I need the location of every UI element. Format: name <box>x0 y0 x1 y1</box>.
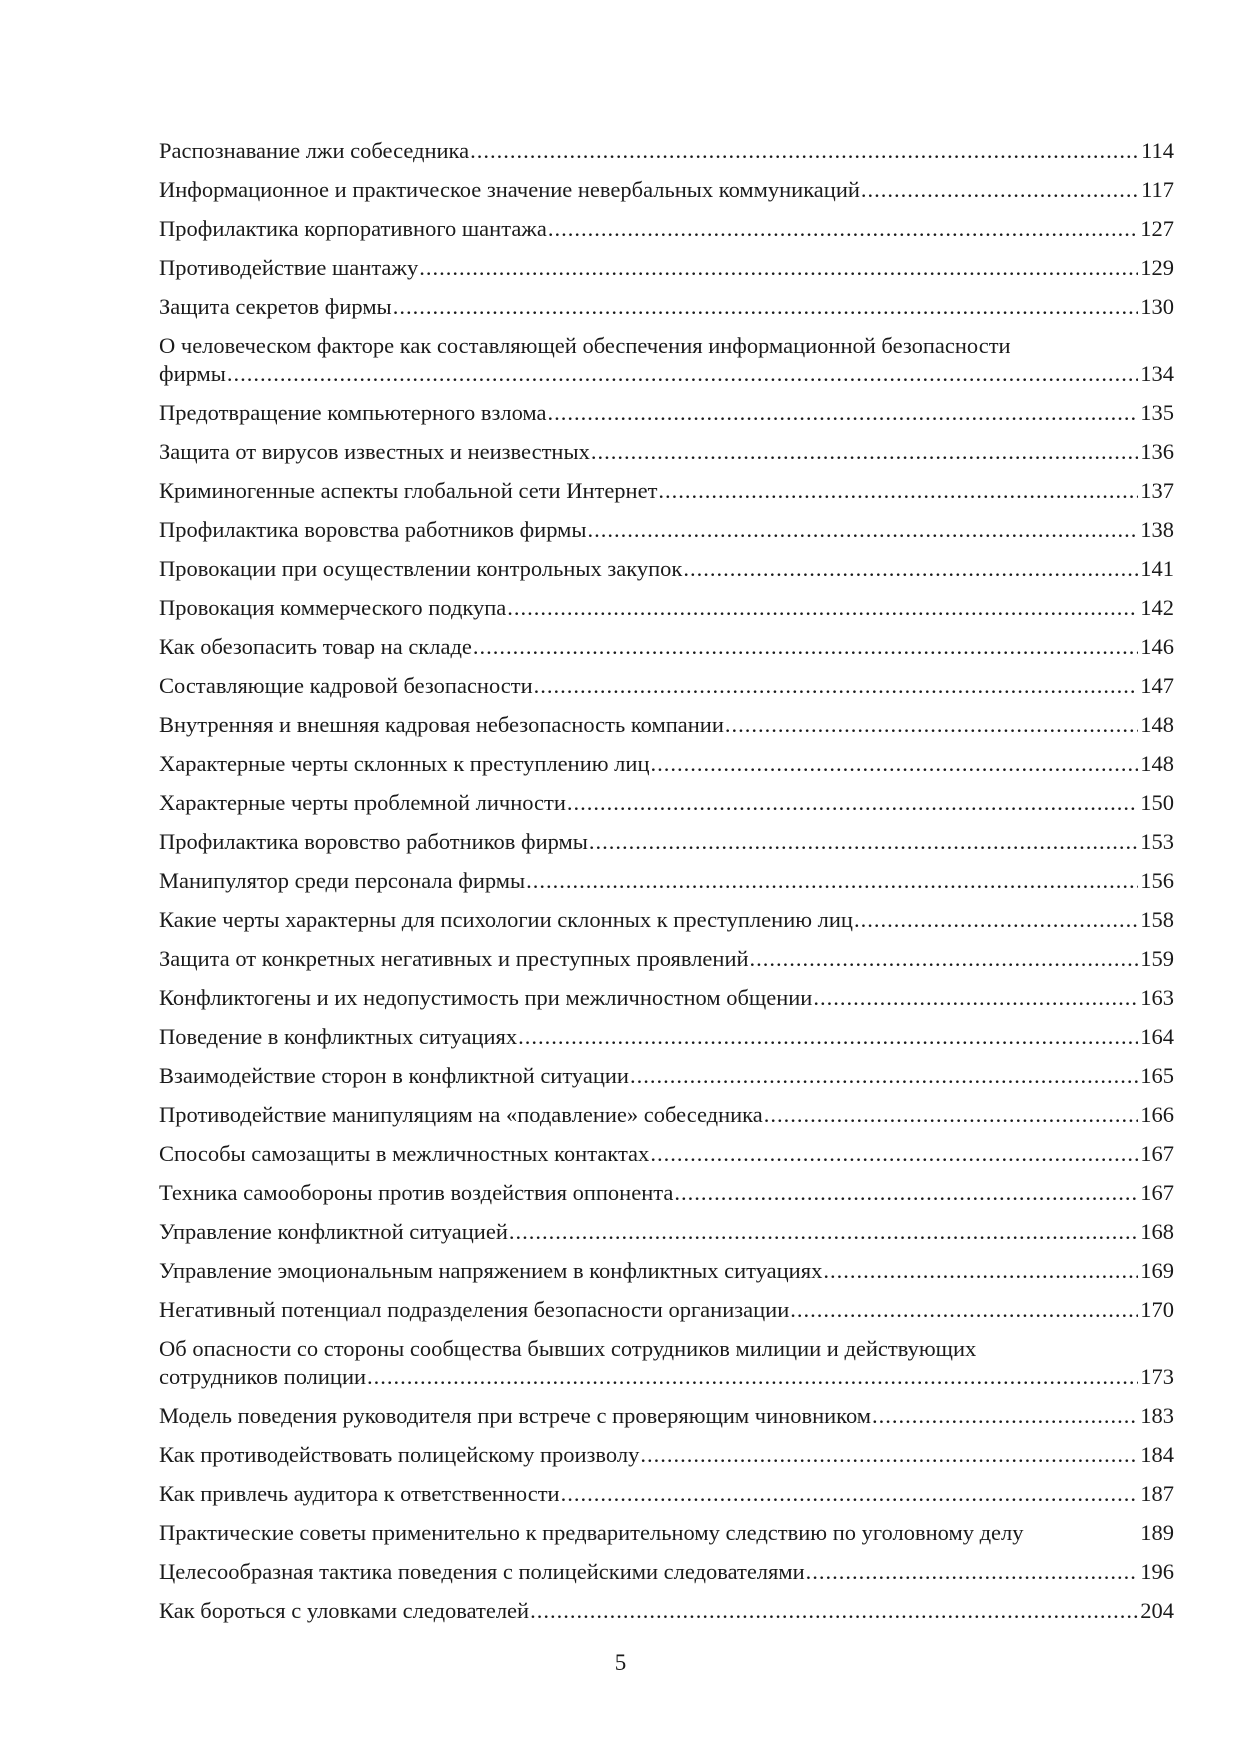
dot-leader <box>591 438 1138 466</box>
toc-entry-title: Взаимодействие сторон в конфликтной ситуации <box>159 1063 629 1088</box>
dot-leader <box>725 711 1138 739</box>
toc-entry-page: 134 <box>1140 361 1174 386</box>
toc-entry-title: фирмы <box>159 361 226 386</box>
toc-entry <box>159 945 1174 973</box>
dot-leader <box>530 1597 1138 1625</box>
dot-leader <box>854 906 1138 934</box>
dot-leader <box>872 1402 1138 1430</box>
toc-entry-page: 173 <box>1140 1364 1174 1389</box>
dot-leader <box>509 1218 1138 1246</box>
toc-entry-title: Противодействие манипуляциям на «подавление» собеседника <box>159 1102 763 1127</box>
toc-entry-page: 166 <box>1140 1102 1174 1127</box>
toc-entry-page: 153 <box>1140 829 1174 854</box>
dot-leader <box>806 1558 1139 1586</box>
toc-entry-title: Внутренняя и внешняя кадровая небезопасность компании <box>159 712 724 737</box>
toc-entry <box>159 555 1174 583</box>
toc-entry-title: Манипулятор среди персонала фирмы <box>159 868 526 893</box>
toc-entry-title: Информационное и практическое значение невербальных коммуникаций <box>159 177 860 202</box>
toc-entry <box>159 1140 1174 1168</box>
toc-entry-page: 135 <box>1140 400 1174 425</box>
toc-entry <box>159 293 1174 321</box>
toc-entry <box>159 137 1174 165</box>
toc-entry <box>159 594 1174 622</box>
toc-entry-title: Распознавание лжи собеседника <box>159 138 470 163</box>
toc-entry-title: Управление эмоциональным напряжением в конфликтных ситуациях <box>159 1258 823 1283</box>
toc-entry-page: 114 <box>1141 138 1174 163</box>
toc-entry-page: 170 <box>1140 1297 1174 1322</box>
toc-entry-title: Поведение в конфликтных ситуациях <box>159 1024 518 1049</box>
toc-entry <box>159 867 1174 895</box>
toc-entry <box>159 215 1174 243</box>
dot-leader <box>630 1062 1138 1090</box>
toc-entry-page: 137 <box>1140 478 1174 503</box>
toc-entry-page: 146 <box>1140 634 1174 659</box>
toc-entry-page: 117 <box>1141 177 1174 202</box>
toc-entry-title: Противодействие шантажу <box>159 255 419 280</box>
toc-entry-title: Характерные черты склонных к преступлению лиц <box>159 751 650 776</box>
toc-entry-title: Какие черты характерны для психологии склонных к преступлению лиц <box>159 907 853 932</box>
toc-entry-page: 159 <box>1140 946 1174 971</box>
toc-entry-title: Профилактика воровство работников фирмы <box>159 829 588 854</box>
toc-entry <box>159 1335 1174 1391</box>
toc-entry-title: Как обезопасить товар на складе <box>159 634 472 659</box>
toc-entry-page: 165 <box>1140 1063 1174 1088</box>
toc-entry-title: Целесообразная тактика поведения с полицейскими следователями <box>159 1559 805 1584</box>
toc-entry-title-first-line: О человеческом факторе как составляющей обеспечения информационной безопасности <box>159 333 1011 358</box>
dot-leader <box>518 1023 1138 1051</box>
toc-entry <box>159 1519 1174 1547</box>
toc-entry-title: Провокации при осуществлении контрольных закупок <box>159 556 683 581</box>
toc-entry <box>159 332 1174 388</box>
toc-entry <box>159 399 1174 427</box>
dot-leader <box>548 399 1139 427</box>
toc-entry <box>159 438 1174 466</box>
toc-entry <box>159 1402 1174 1430</box>
dot-leader <box>764 1101 1138 1129</box>
dot-leader <box>589 828 1138 856</box>
dot-leader <box>534 672 1139 700</box>
dot-leader <box>790 1296 1138 1324</box>
dot-leader <box>526 867 1138 895</box>
toc-entry-title: Защита от конкретных негативных и преступных проявлений <box>159 946 749 971</box>
dot-leader <box>674 1179 1138 1207</box>
toc-entry-page: 204 <box>1140 1598 1174 1623</box>
dot-leader <box>861 176 1139 204</box>
dot-leader <box>750 945 1139 973</box>
table-of-contents <box>159 137 1174 1636</box>
toc-entry <box>159 711 1174 739</box>
dot-leader <box>473 633 1138 661</box>
dot-leader <box>548 215 1138 243</box>
toc-entry <box>159 1257 1174 1285</box>
toc-entry-page: 163 <box>1140 985 1174 1010</box>
toc-entry-title: Техника самообороны против воздействия оппонента <box>159 1180 674 1205</box>
toc-entry <box>159 672 1174 700</box>
dot-leader <box>470 137 1139 165</box>
dot-leader <box>640 1441 1138 1469</box>
toc-entry <box>159 516 1174 544</box>
toc-entry <box>159 828 1174 856</box>
toc-entry-title: Управление конфликтной ситуацией <box>159 1219 508 1244</box>
toc-entry-title: Профилактика корпоративного шантажа <box>159 216 547 241</box>
toc-entry-page: 138 <box>1140 517 1174 542</box>
toc-entry-title: сотрудников полиции <box>159 1364 367 1389</box>
toc-entry-title: Составляющие кадровой безопасности <box>159 673 533 698</box>
toc-entry-page: 130 <box>1140 294 1174 319</box>
toc-entry-title: Защита от вирусов известных и неизвестных <box>159 439 590 464</box>
toc-entry-page: 184 <box>1140 1442 1174 1467</box>
toc-entry-title: Негативный потенциал подразделения безопасности организации <box>159 1297 790 1322</box>
dot-leader <box>227 360 1138 388</box>
toc-entry <box>159 1218 1174 1246</box>
toc-entry-title: Модель поведения руководителя при встрече с проверяющим чиновником <box>159 1403 872 1428</box>
toc-entry <box>159 789 1174 817</box>
toc-entry-title: Как противодействовать полицейскому произволу <box>159 1442 640 1467</box>
toc-entry-page: 129 <box>1140 255 1174 280</box>
toc-entry-page: 169 <box>1140 1258 1174 1283</box>
toc-entry <box>159 176 1174 204</box>
toc-entry-title: Провокация коммерческого подкупа <box>159 595 507 620</box>
toc-entry-title: Защита секретов фирмы <box>159 294 392 319</box>
toc-entry-title: Способы самозащиты в межличностных контактах <box>159 1141 650 1166</box>
toc-entry-page: 156 <box>1140 868 1174 893</box>
toc-entry-page: 164 <box>1140 1024 1174 1049</box>
toc-entry-page: 148 <box>1140 751 1174 776</box>
toc-entry-page: 148 <box>1140 712 1174 737</box>
toc-entry <box>159 633 1174 661</box>
toc-entry <box>159 1296 1174 1324</box>
dot-leader <box>419 254 1138 282</box>
toc-entry-title-first-line: Об опасности со стороны сообщества бывших сотрудников милиции и действующих <box>159 1336 977 1361</box>
toc-entry-page: 141 <box>1140 556 1174 581</box>
toc-entry-page: 196 <box>1140 1559 1174 1584</box>
dot-leader <box>650 1140 1138 1168</box>
dot-leader <box>683 555 1138 583</box>
toc-entry-title: Практические советы применительно к предварительному следствию по уголовному делу <box>159 1520 1024 1545</box>
dot-leader <box>823 1257 1138 1285</box>
toc-entry <box>159 906 1174 934</box>
toc-entry-title: Профилактика воровства работников фирмы <box>159 517 587 542</box>
toc-entry <box>159 254 1174 282</box>
dot-leader <box>658 477 1138 505</box>
page-number: 5 <box>614 1650 627 1675</box>
toc-entry-title: Как привлечь аудитора к ответственности <box>159 1481 560 1506</box>
toc-entry-page: 127 <box>1140 216 1174 241</box>
toc-entry-page: 150 <box>1140 790 1174 815</box>
toc-entry <box>159 984 1174 1012</box>
toc-entry-title: Предотвращение компьютерного взлома <box>159 400 547 425</box>
toc-entry <box>159 477 1174 505</box>
toc-entry-page: 183 <box>1140 1403 1174 1428</box>
dot-leader <box>588 516 1139 544</box>
dot-leader <box>651 750 1139 778</box>
toc-entry <box>159 1062 1174 1090</box>
toc-entry-page: 167 <box>1140 1180 1174 1205</box>
toc-entry-title: Как бороться с уловками следователей <box>159 1598 530 1623</box>
toc-entry-page: 167 <box>1140 1141 1174 1166</box>
toc-entry <box>159 1101 1174 1129</box>
toc-entry <box>159 1597 1174 1625</box>
toc-entry-title: Характерные черты проблемной личности <box>159 790 566 815</box>
toc-entry-page: 189 <box>1140 1520 1174 1545</box>
toc-entry-page: 147 <box>1140 673 1174 698</box>
toc-entry-title: Криминогенные аспекты глобальной сети Интернет <box>159 478 658 503</box>
dot-leader <box>813 984 1138 1012</box>
dot-leader <box>507 594 1138 622</box>
toc-entry-page: 142 <box>1140 595 1174 620</box>
dot-leader <box>561 1480 1139 1508</box>
dot-leader <box>367 1363 1138 1391</box>
toc-entry-page: 158 <box>1140 907 1174 932</box>
toc-entry <box>159 1023 1174 1051</box>
toc-entry <box>159 1179 1174 1207</box>
toc-entry-page: 187 <box>1140 1481 1174 1506</box>
toc-entry-title: Конфликтогены и их недопустимость при межличностном общении <box>159 985 813 1010</box>
dot-leader <box>393 293 1139 321</box>
toc-entry <box>159 1558 1174 1586</box>
toc-entry-page: 168 <box>1140 1219 1174 1244</box>
toc-entry-page: 136 <box>1140 439 1174 464</box>
dot-leader <box>567 789 1138 817</box>
toc-entry <box>159 750 1174 778</box>
toc-entry <box>159 1441 1174 1469</box>
toc-entry <box>159 1480 1174 1508</box>
